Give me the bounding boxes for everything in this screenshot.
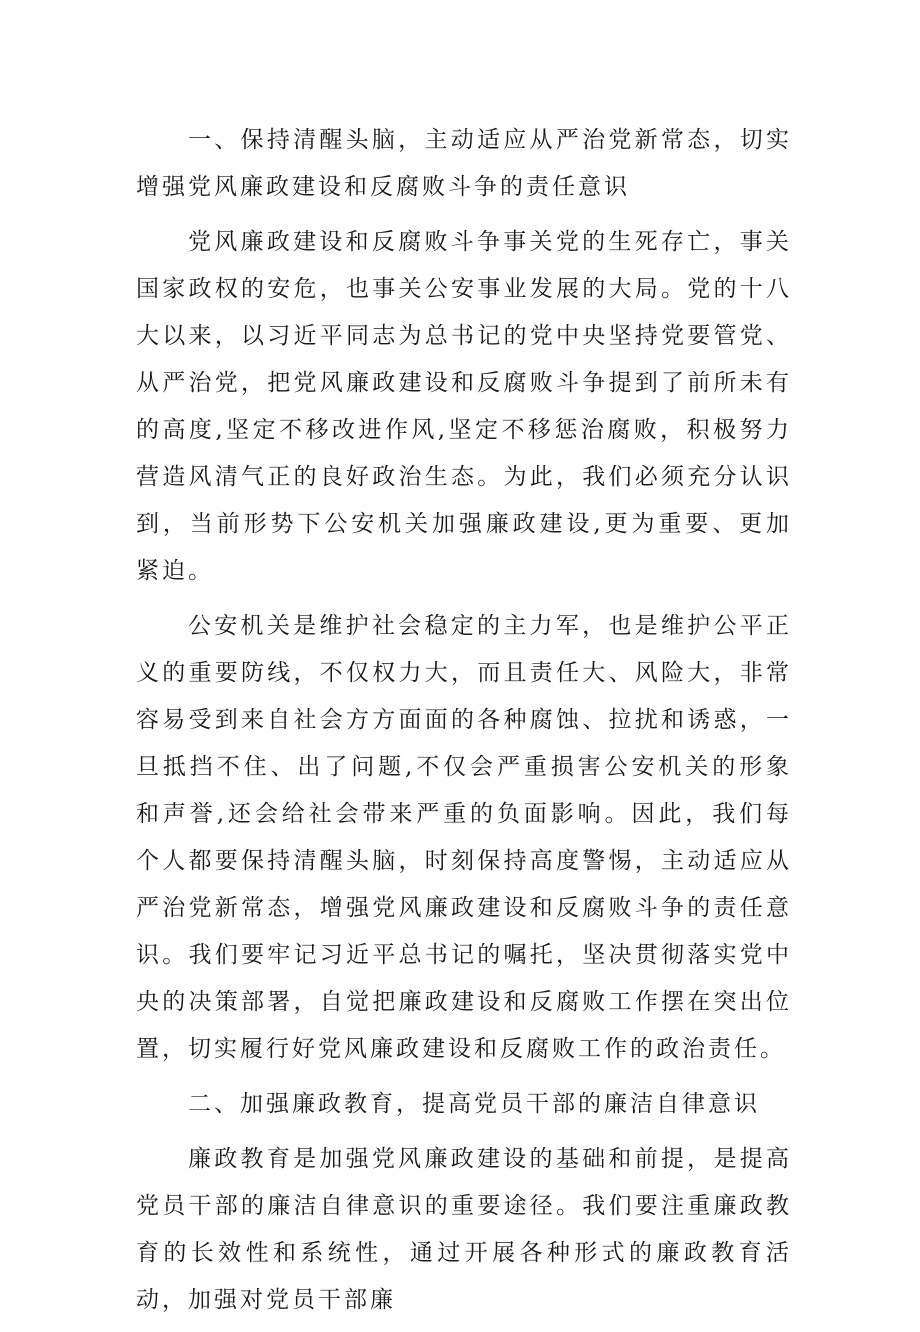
body-paragraph: 廉政教育是加强党风廉政建设的基础和前提，是提高党员干部的廉洁自律意识的重要途径。我们要注重廉政教育的长效性和系统性，通过开展各种形式的廉政教育活动，加强对党员干部廉 xyxy=(136,1146,792,1313)
body-paragraph: 党风廉政建设和反腐败斗争事关党的生死存亡，事关国家政权的安危，也事关公安事业发展的大局。党的十八大以来，以习近平同志为总书记的党中央坚持党要管党、从严治党，把党风廉政建设和反腐败斗争提到了前所未有的高度,坚定不移改进作风,坚定不移惩治腐败，积极努力营造风清气正的良好政治生态。为此，我们必须充分认识到，当前形势下公安机关加强廉政建设,更为重要、更加紧迫。 xyxy=(136,229,792,584)
section-heading-1: 一、保持清醒头脑，主动适应从严治党新常态，切实增强党风廉政建设和反腐败斗争的责任意识 xyxy=(136,127,792,200)
body-paragraph: 公安机关是维护社会稳定的主力军，也是维护公平正义的重要防线，不仅权力大，而且责任大、风险大，非常容易受到来自社会方方面面的各种腐蚀、拉扰和诱惑，一旦抵挡不住、出了问题,不仅会严重损害公安机关的形象和声誉,还会给社会带来严重的负面影响。因此，我们每个人都要保持清醒头脑，时刻保持高度警惕，主动适应从严治党新常态，增强党风廉政建设和反腐败斗争的责任意识。我们要牢记习近平总书记的嘱托，坚决贯彻落实党中央的决策部署，自觉把廉政建设和反腐败工作摆在突出位置，切实履行好党风廉政建设和反腐败工作的政治责任。 xyxy=(136,613,792,1062)
section-heading-2: 二、加强廉政教育，提高党员干部的廉洁自律意识 xyxy=(188,1091,760,1117)
document-body xyxy=(136,117,792,1332)
